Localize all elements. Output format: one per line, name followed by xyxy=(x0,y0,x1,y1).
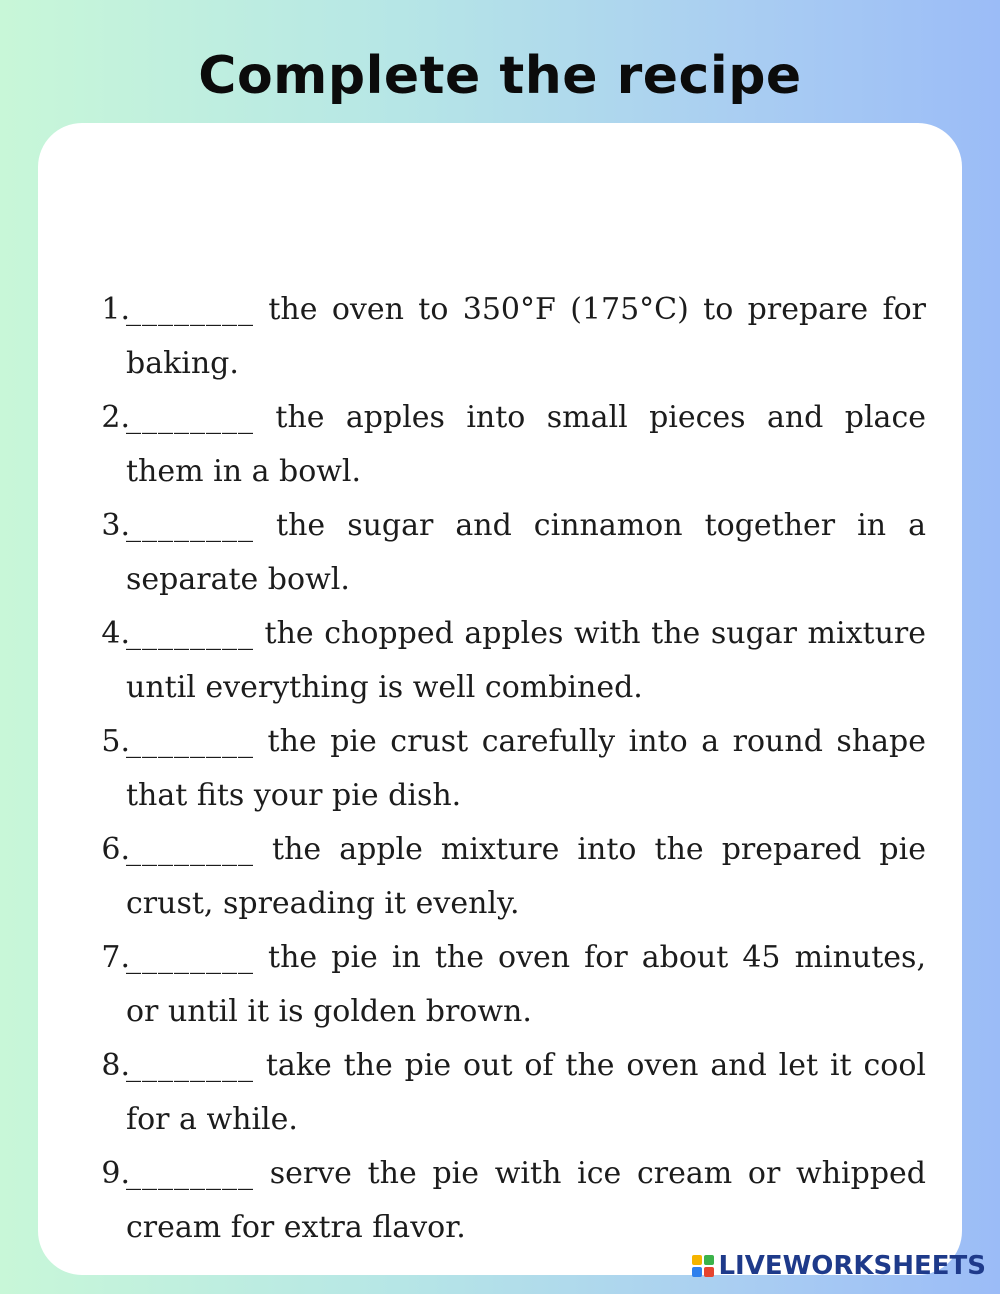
step-text: the sugar and cinnamon together in a separate bowl. xyxy=(126,508,926,597)
logo-square xyxy=(692,1267,702,1277)
step-number: 1. xyxy=(101,292,130,327)
answer-blank[interactable]: ________ xyxy=(126,724,254,759)
logo-squares-icon xyxy=(692,1255,714,1277)
logo-text: LIVEWORKSHEETS xyxy=(718,1251,986,1281)
recipe-steps-list xyxy=(86,283,926,1255)
step-text: the apples into small pieces and place them in a bowl. xyxy=(126,400,926,489)
step-3 xyxy=(86,499,926,607)
step-1 xyxy=(86,283,926,391)
answer-blank[interactable]: ________ xyxy=(126,400,254,435)
step-6 xyxy=(86,823,926,931)
answer-blank[interactable]: ________ xyxy=(126,1048,254,1083)
step-text: serve the pie with ice cream or whipped cream for extra flavor. xyxy=(126,1156,926,1245)
step-2 xyxy=(86,391,926,499)
step-7 xyxy=(86,931,926,1039)
step-9 xyxy=(86,1147,926,1255)
answer-blank[interactable]: ________ xyxy=(126,1156,254,1191)
step-5 xyxy=(86,715,926,823)
step-text: take the pie out of the oven and let it cool for a while. xyxy=(126,1048,926,1137)
page-title: Complete the recipe xyxy=(198,46,802,106)
liveworksheets-logo[interactable] xyxy=(692,1252,986,1280)
step-number: 5. xyxy=(101,724,130,759)
step-8 xyxy=(86,1039,926,1147)
answer-blank[interactable]: ________ xyxy=(126,508,254,543)
step-number: 9. xyxy=(101,1156,130,1191)
logo-square xyxy=(704,1255,714,1265)
logo-square xyxy=(692,1255,702,1265)
step-number: 3. xyxy=(101,508,130,543)
step-number: 8. xyxy=(101,1048,130,1083)
logo-square xyxy=(704,1267,714,1277)
answer-blank[interactable]: ________ xyxy=(126,940,254,975)
step-4 xyxy=(86,607,926,715)
step-number: 6. xyxy=(101,832,130,867)
step-number: 2. xyxy=(101,400,130,435)
answer-blank[interactable]: ________ xyxy=(126,292,254,327)
step-text: the apple mixture into the prepared pie crust, spreading it evenly. xyxy=(126,832,926,921)
step-number: 7. xyxy=(101,940,130,975)
step-text: the oven to 350°F (175°C) to prepare for baking. xyxy=(126,292,926,381)
answer-blank[interactable]: ________ xyxy=(126,616,254,651)
step-number: 4. xyxy=(101,616,130,651)
step-text: the pie in the oven for about 45 minutes, or until it is golden brown. xyxy=(126,940,926,1029)
step-text: the pie crust carefully into a round shape that fits your pie dish. xyxy=(126,724,926,813)
step-text: the chopped apples with the sugar mixture until everything is well combined. xyxy=(126,616,926,705)
answer-blank[interactable]: ________ xyxy=(126,832,254,867)
